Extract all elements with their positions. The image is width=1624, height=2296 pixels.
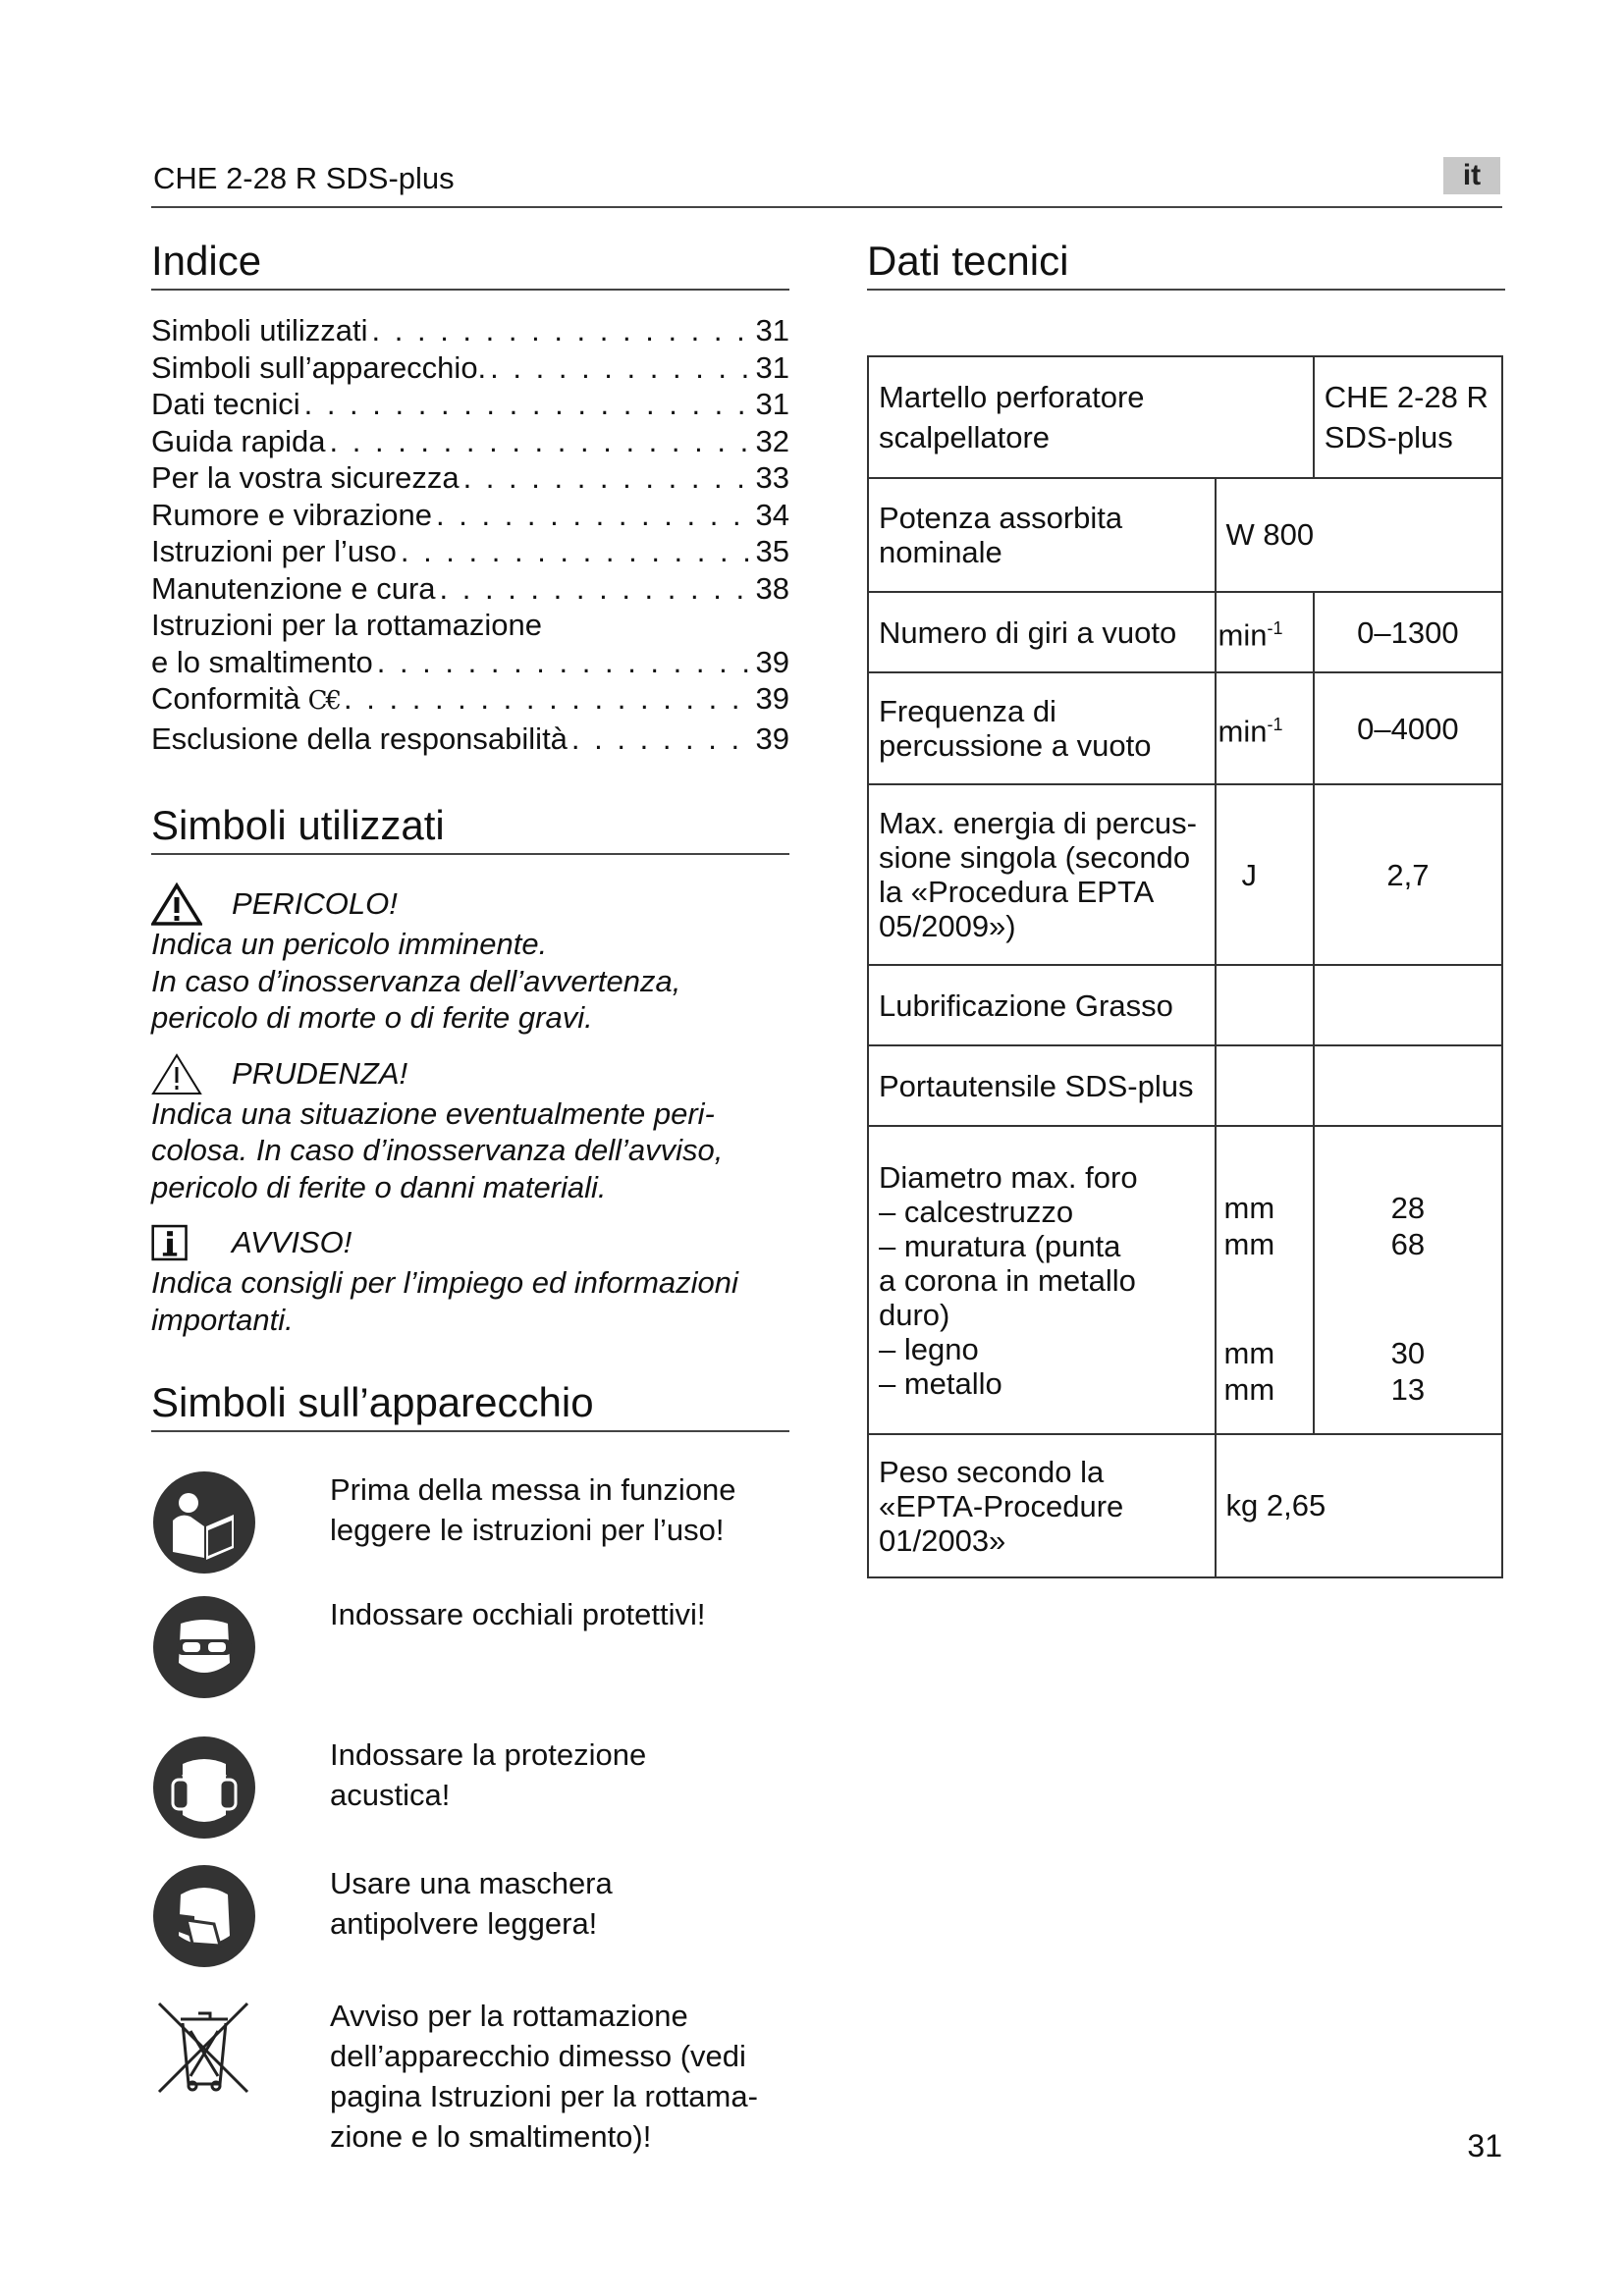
symbol-note-label: PRUDENZA! <box>232 1055 408 1091</box>
page-number: 31 <box>1467 2128 1502 2163</box>
tech-data-row <box>868 672 1502 784</box>
device-symbol-row <box>151 1735 789 1845</box>
tech-data-model: CHE 2-28 R SDS-plus <box>1314 356 1502 478</box>
symbol-note <box>151 1052 789 1206</box>
toc-entry <box>151 607 789 644</box>
device-symbol-text <box>330 1996 758 2157</box>
tech-data-row <box>868 592 1502 672</box>
toc-entry <box>151 312 789 349</box>
device-symbol-line: acustica! <box>330 1778 451 1812</box>
device-symbol-line: Usare una maschera <box>330 1866 613 1900</box>
device-symbols-section <box>151 1377 789 2157</box>
info-icon <box>151 1221 202 1264</box>
tech-data-label: Peso secondo la «EPTA-Procedure 01/2003» <box>868 1434 1216 1577</box>
warning-triangle-icon <box>151 882 202 926</box>
symbols-used-section <box>151 800 789 1338</box>
toc-entry-label: Istruzioni per la rottamazione <box>151 608 543 642</box>
tech-data-row <box>868 356 1502 478</box>
tech-data-label: Diametro max. foro – calcestruzzo – muratura (punta a corona in metallo duro) – legno – metallo <box>868 1126 1216 1434</box>
safety-goggles-icon <box>151 1594 257 1705</box>
device-symbol-row <box>151 1594 789 1705</box>
tech-data-label: Max. energia di percus- sione singola (secondo la «Procedura EPTA 05/2009») <box>868 784 1216 965</box>
device-symbol-line: Indossare occhiali protettivi! <box>330 1597 706 1631</box>
toc-entry-page: 31 <box>755 387 789 421</box>
toc-leader-dots <box>490 349 751 387</box>
page-header <box>151 157 1502 208</box>
tech-data-unit: $\min^{-1}$ <box>1216 672 1314 784</box>
toc-title: Indice <box>151 236 789 291</box>
crossed-bin-icon <box>151 1996 257 2157</box>
toc-entry-page: 33 <box>755 460 789 495</box>
device-symbol-row <box>151 1469 789 1580</box>
toc-entry-label: Guida rapida <box>151 423 326 458</box>
toc-entry-page: 39 <box>755 721 789 756</box>
tech-data-label: Numero di giri a vuoto <box>868 592 1216 672</box>
toc-leader-dots <box>344 680 751 718</box>
tech-data-row <box>868 1126 1502 1434</box>
tech-data-label: Martello perforatore scalpellatore <box>868 356 1314 478</box>
toc-entry <box>151 680 789 721</box>
tech-data-value <box>1314 1045 1502 1126</box>
read-manual-icon <box>151 1469 257 1580</box>
symbol-note-label: PERICOLO! <box>232 886 398 922</box>
tech-data-row <box>868 1434 1502 1577</box>
device-symbol-line: Prima della messa in funzione <box>330 1472 736 1507</box>
toc-entry <box>151 497 789 534</box>
toc-entry-label: Dati tecnici <box>151 387 300 421</box>
toc-entry-label: Conformità <box>151 681 300 716</box>
right-column <box>867 236 1505 1578</box>
toc-entry-label: Istruzioni per l’uso <box>151 534 397 568</box>
tech-data-unit: $\min^{-1}$ <box>1216 592 1314 672</box>
toc-leader-dots <box>401 533 752 570</box>
toc-leader-dots <box>304 386 752 423</box>
device-symbol-line: Indossare la protezione <box>330 1737 647 1772</box>
toc-entry-page: 31 <box>755 349 789 385</box>
header-title: CHE 2-28 R SDS-plus <box>153 161 455 195</box>
toc-entry <box>151 570 789 608</box>
symbol-note-heading <box>151 882 789 926</box>
symbol-note <box>151 1221 789 1338</box>
device-symbol-row <box>151 1996 789 2157</box>
device-symbol-line: dell’apparecchio dimesso (vedi <box>330 2039 746 2073</box>
tech-data-row <box>868 965 1502 1045</box>
device-symbol-text <box>330 1735 646 1845</box>
symbol-note-line: Indica una situazione eventualmente peri- <box>151 1095 715 1131</box>
symbol-note-line: importanti. <box>151 1302 294 1337</box>
toc-leader-dots <box>463 459 752 497</box>
toc-entry <box>151 533 789 570</box>
device-symbol-line: antipolvere leggera! <box>330 1906 598 1941</box>
device-symbol-line: pagina Istruzioni per la rottama- <box>330 2079 758 2113</box>
tech-data-title: Dati tecnici <box>867 236 1505 291</box>
device-symbol-row <box>151 1863 789 1974</box>
tech-data-row <box>868 478 1502 592</box>
language-badge: it <box>1443 157 1500 194</box>
device-symbol-line: leggere le istruzioni per l’uso! <box>330 1513 725 1547</box>
toc-entry-page: 32 <box>755 423 789 458</box>
tech-data-row <box>868 784 1502 965</box>
tech-data-unit-value: W 800 <box>1216 478 1502 592</box>
tech-data-label: Portautensile SDS-plus <box>868 1045 1216 1126</box>
toc-entry-label: Simboli sull’apparecchio. <box>151 349 487 385</box>
toc-entry <box>151 386 789 423</box>
toc-entry-label: Manutenzione e cura <box>151 570 436 606</box>
toc-entry <box>151 459 789 497</box>
toc-entry-label: Simboli utilizzati <box>151 313 368 347</box>
toc-leader-dots <box>571 721 752 758</box>
toc-entry-page: 39 <box>755 681 789 716</box>
symbol-note-label: AVVISO! <box>232 1225 352 1260</box>
toc-leader-dots <box>436 497 751 534</box>
tech-data-label: Lubrificazione Grasso <box>868 965 1216 1045</box>
ce-mark-icon: C€ <box>307 686 341 716</box>
tech-data-unit <box>1216 965 1314 1045</box>
tech-data-unit: J <box>1216 784 1314 965</box>
tech-data-value: 28 68 30 13 <box>1314 1126 1502 1434</box>
toc-entry-page: 35 <box>755 534 789 568</box>
toc-entry-page: 31 <box>755 313 789 347</box>
toc-entry-page: 38 <box>755 570 789 606</box>
symbol-note-line: pericolo di ferite o danni materiali. <box>151 1169 607 1204</box>
toc-entry-page: 34 <box>755 497 789 532</box>
tech-data-unit <box>1216 1045 1314 1126</box>
device-symbols-title: Simboli sull’apparecchio <box>151 1377 789 1432</box>
symbol-note-line: In caso d’inosservanza dell’avvertenza, <box>151 963 681 998</box>
toc-entry <box>151 721 789 758</box>
tech-data-label: Potenza assorbita nominale <box>868 478 1216 592</box>
toc-entry <box>151 423 789 460</box>
device-symbol-line: zione e lo smaltimento)! <box>330 2119 652 2154</box>
symbol-note-line: Indica consigli per l’impiego ed informazioni <box>151 1265 738 1300</box>
device-symbol-line: Avviso per la rottamazione <box>330 1999 688 2033</box>
tech-data-label: Frequenza di percussione a vuoto <box>868 672 1216 784</box>
dust-mask-icon <box>151 1863 257 1974</box>
toc-entry-label: Per la vostra sicurezza <box>151 460 460 495</box>
toc-entry-label: Esclusione della responsabilità <box>151 721 568 756</box>
symbol-note-heading <box>151 1052 789 1095</box>
device-symbol-text <box>330 1594 706 1705</box>
left-column <box>151 236 789 2157</box>
symbol-note-line: Indica un pericolo imminente. <box>151 927 548 961</box>
symbol-note-heading <box>151 1221 789 1264</box>
tech-data-value: 0–1300 <box>1314 592 1502 672</box>
caution-triangle-icon <box>151 1052 202 1095</box>
tech-data-table <box>867 355 1503 1578</box>
tech-data-unit-value: kg 2,65 <box>1216 1434 1502 1577</box>
toc-leader-dots <box>377 644 752 681</box>
tech-data-value <box>1314 965 1502 1045</box>
symbol-note <box>151 882 789 1037</box>
toc-entry-page: 39 <box>755 644 789 679</box>
tech-data-value: 0–4000 <box>1314 672 1502 784</box>
device-symbol-text <box>330 1863 613 1974</box>
toc-list <box>151 312 789 757</box>
toc-entry-label: Rumore e vibrazione <box>151 497 433 532</box>
toc-entry-label: e lo smaltimento <box>151 644 373 679</box>
symbols-used-title: Simboli utilizzati <box>151 800 789 855</box>
tech-data-unit: mm mm mm mm <box>1216 1126 1314 1434</box>
symbol-note-line: pericolo di morte o di ferite gravi. <box>151 1000 593 1035</box>
device-symbol-text <box>330 1469 736 1580</box>
symbol-note-line: colosa. In caso d’inosservanza dell’avviso, <box>151 1133 724 1167</box>
toc-leader-dots <box>372 312 752 349</box>
tech-data-value: 2,7 <box>1314 784 1502 965</box>
toc-leader-dots <box>440 570 752 608</box>
tech-data-row <box>868 1045 1502 1126</box>
toc-entry <box>151 644 789 681</box>
ear-protection-icon <box>151 1735 257 1845</box>
toc-entry <box>151 349 789 387</box>
toc-leader-dots <box>330 423 752 460</box>
